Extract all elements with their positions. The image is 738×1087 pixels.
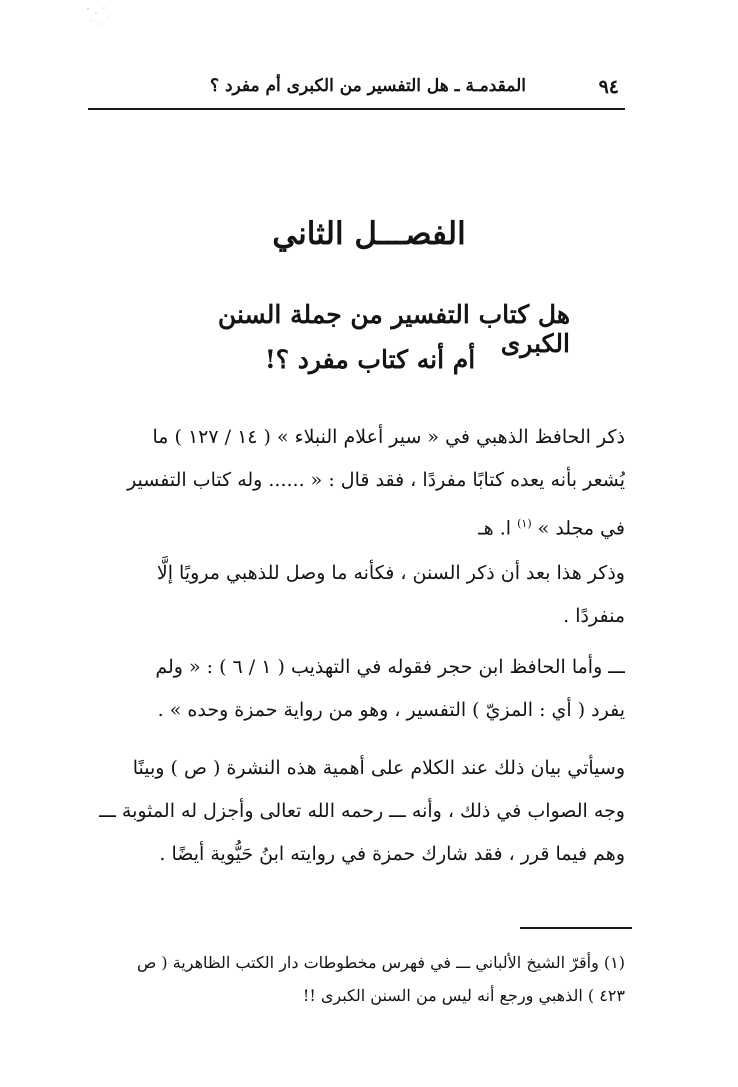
paragraph-line: منفردًا . <box>563 605 625 627</box>
chapter-heading: الفصـــل الثاني <box>272 216 466 252</box>
paragraph-3 <box>88 646 625 732</box>
header-divider <box>88 108 625 110</box>
paragraph-text: في مجلد » <box>537 517 625 540</box>
running-header-title: المقدمـة ـ هل التفسير من الكبرى أم مفرد ؟ <box>210 76 527 96</box>
footnote-line: (١) وأقرّ الشيخ الألباني ـــ في فهرس مخطوطات دار الكتب الظاهرية ( ص <box>136 953 625 972</box>
paragraph-line: ذكر الحافظ الذهبي في « سير أعلام النبلاء » ( ١٤ / ١٢٧ ) ما <box>152 426 625 448</box>
footnote-reference: (١) <box>517 517 532 530</box>
paragraph-4 <box>88 747 625 876</box>
section-title-line-1: هل كتاب التفسير من جملة السنن الكبرى <box>217 300 570 358</box>
footnote <box>88 946 625 1012</box>
section-title-line-2: أم أنه كتاب مفرد ؟! <box>264 345 476 374</box>
scan-speckle-mark <box>82 4 112 32</box>
page-number: ٩٤ <box>598 76 619 98</box>
paragraph-line: وسيأتي بيان ذلك عند الكلام على أهمية هذه النشرة ( ص ) وبينًا <box>132 757 625 779</box>
paragraph-line <box>88 502 625 550</box>
paragraph-line: يُشعر بأنه يعده كتابًا مفردًا ، فقد قال : « ...... وله كتاب التفسير <box>127 469 625 491</box>
footnote-line: ٤٢٣ ) الذهبي ورجع أنه ليس من السنن الكبرى !! <box>302 986 625 1005</box>
paragraph-1 <box>88 416 625 550</box>
running-header <box>88 70 625 110</box>
paragraph-2 <box>88 552 625 638</box>
paragraph-line: ـــ وأما الحافظ ابن حجر فقوله في التهذيب ( ١ / ٦ ) : « ولم <box>155 656 625 678</box>
paragraph-text: ا. هـ <box>478 517 512 540</box>
paragraph-line: وهم فيما قرر ، فقد شارك حمزة في روايته ابنُ حَيُّوية أيضًا . <box>159 843 625 865</box>
footnote-divider <box>520 927 632 929</box>
paragraph-line: وذكر هذا بعد أن ذكر السنن ، فكأنه ما وصل للذهبي مرويًا إلَّا <box>156 562 625 584</box>
paragraph-line: وجه الصواب في ذلك ، وأنه ـــ رحمه الله تعالى وأجزل له المثوبة ـــ <box>99 800 625 822</box>
paragraph-line: يفرد ( أي : المزيّ ) التفسير ، وهو من رواية حمزة وحده » . <box>157 699 625 721</box>
